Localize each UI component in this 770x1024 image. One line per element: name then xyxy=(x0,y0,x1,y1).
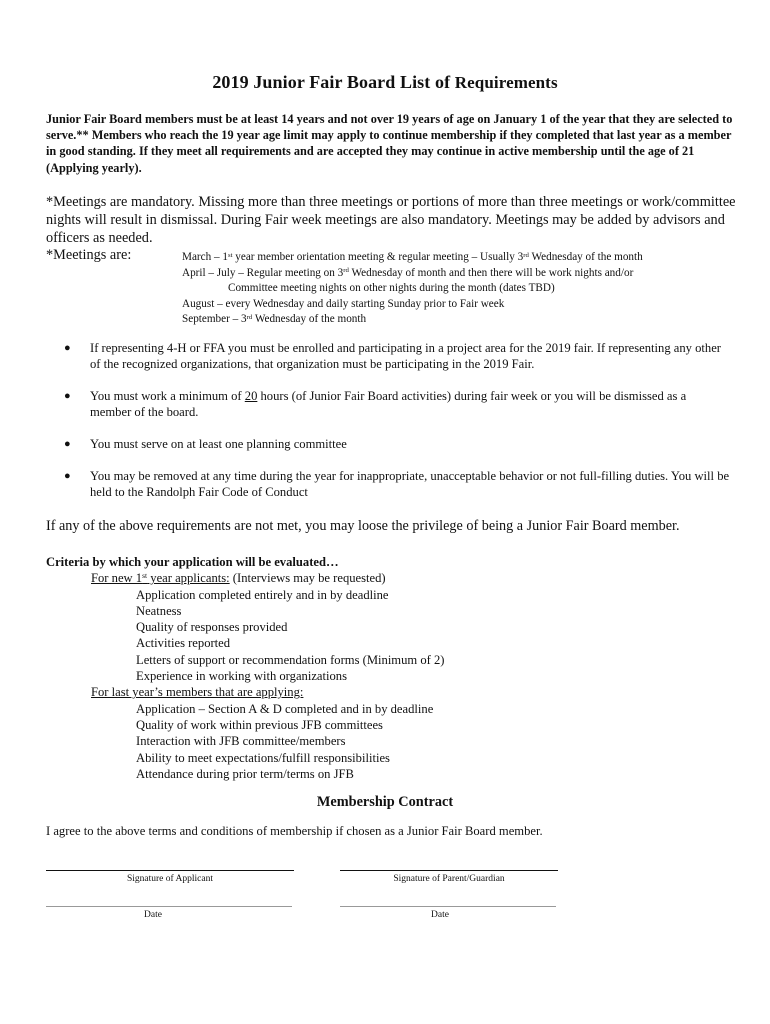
list-item: ● If representing 4-H or FFA you must be enrolled and participating in a project area for the 2019 fair. If representing any other of the recognized organizations, that organization must be participating in the 2019 Fair. xyxy=(64,341,721,372)
page-title xyxy=(0,72,770,93)
bullet-icon: ● xyxy=(64,342,71,354)
parent-signature-label: Signature of Parent/Guardian xyxy=(393,874,505,884)
list-item: Letters of support or recommendation forms (Minimum of 2) xyxy=(136,652,445,667)
list-item: ● You must work a minimum of 20 hours (of Junior Fair Board activities) during fair week or you will be dismissed as a member of the board. xyxy=(64,389,687,420)
list-item: Application completed entirely and in by deadline xyxy=(136,587,389,602)
bullet-icon: ● xyxy=(64,438,71,450)
list-item: Interaction with JFB committee/members xyxy=(136,734,346,749)
list-item: Activities reported xyxy=(136,636,231,651)
evaluation-criteria xyxy=(46,554,736,782)
schedule-august: August – every Wednesday and daily starting Sunday prior to Fair week xyxy=(182,297,505,310)
contract-title: Membership Contract xyxy=(316,794,454,810)
applicant-signature-line[interactable] xyxy=(46,870,294,871)
parent-date-line[interactable] xyxy=(340,906,556,907)
hours-value: 20 xyxy=(244,389,258,403)
schedule-lines xyxy=(182,250,742,328)
list-item: Quality of work within previous JFB committees xyxy=(136,717,383,732)
parent-signature-line[interactable] xyxy=(340,870,558,871)
list-item: Experience in working with organizations xyxy=(136,669,348,684)
schedule-march: March – 1st year member orientation meeting & regular meeting – Usually 3rd Wednesday of the month xyxy=(182,251,643,263)
parent-date-label: Date xyxy=(431,910,449,920)
eligibility-paragraph: Junior Fair Board members must be at least 14 years and not over 19 years of age on January 1 of the year that they are selected to serve.** Members who reach the 19 year age limit may apply to continue membership if they completed that last year as a member in good standing. If they meet all requirements and are accepted they may continue in active membership until the age of 21 (Applying yearly). xyxy=(46,112,733,175)
list-item: Application – Section A & D completed and in by deadline xyxy=(136,701,434,716)
schedule-april: April – July – Regular meeting on 3rd Wednesday of month and then there will be work nights and/or xyxy=(182,266,634,279)
applicant-signature-label: Signature of Applicant xyxy=(126,874,213,884)
list-item: ● You may be removed at any time during the year for inappropriate, unacceptable behavior or not full-filling duties. You will be held to the Randolph Fair Code of Conduct xyxy=(64,469,730,500)
list-item: Attendance during prior term/terms on JFB xyxy=(136,766,354,781)
title-part2: Requirements xyxy=(454,73,558,92)
meetings-paragraph: *Meetings are mandatory. Missing more than three meetings or portions of more than three meetings or work/committee nights will result in dismissal. During Fair week meetings are also mandatory. Meetings may be added by advisors and officers as needed. xyxy=(46,194,736,246)
returning-members-label: For last year’s members that are applying: xyxy=(91,685,304,700)
schedule-september: September – 3rd Wednesday of the month xyxy=(182,313,367,326)
new-applicants-label: For new 1st year applicants: (Interviews may be requested) xyxy=(91,570,386,586)
schedule-april-continued: Committee meeting nights on other nights during the month (dates TBD) xyxy=(228,282,555,295)
schedule-label: *Meetings are: xyxy=(46,247,132,263)
bullet-icon: ● xyxy=(64,390,71,402)
list-item: Quality of responses provided xyxy=(136,620,288,635)
list-item: ● You must serve on at least one planning committee xyxy=(64,437,347,451)
applicant-date-label: Date xyxy=(144,910,162,920)
applicant-date-line[interactable] xyxy=(46,906,292,907)
agreement-statement: I agree to the above terms and conditions of membership if chosen as a Junior Fair Board member. xyxy=(46,824,543,838)
warning-paragraph: If any of the above requirements are not met, you may loose the privilege of being a Junior Fair Board member. xyxy=(46,518,680,534)
list-item: Neatness xyxy=(136,603,182,618)
list-item: Ability to meet expectations/fulfill responsibilities xyxy=(136,750,390,765)
title-part1: 2019 Junior Fair Board List of xyxy=(212,72,455,92)
criteria-heading: Criteria by which your application will be evaluated… xyxy=(46,555,339,569)
bullet-icon: ● xyxy=(64,470,71,482)
